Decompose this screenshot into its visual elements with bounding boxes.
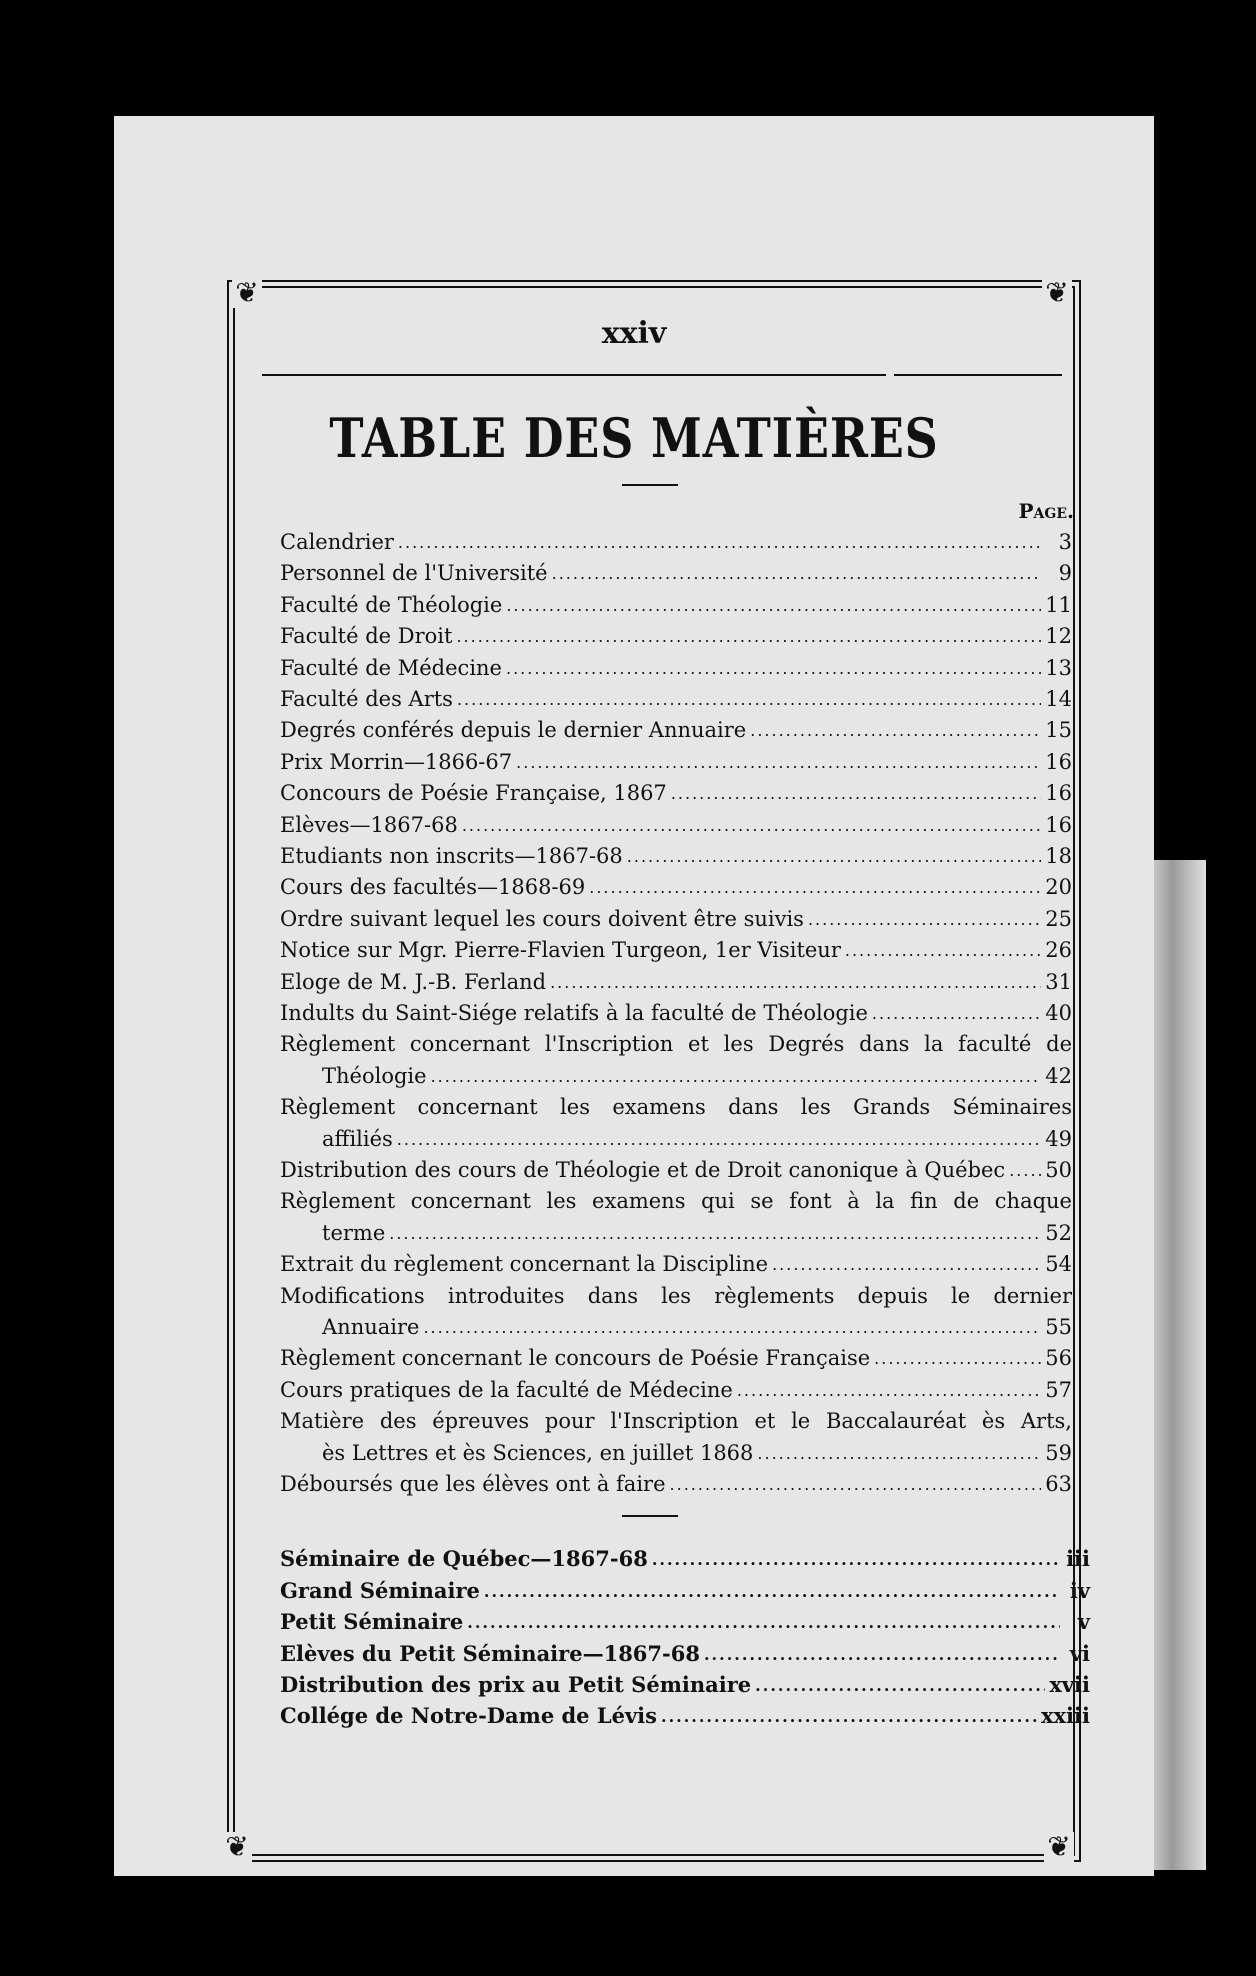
toc-entry-page: 20: [1045, 875, 1072, 900]
toc-entry-page: 31: [1045, 969, 1072, 994]
toc-entry-page: 12: [1045, 624, 1072, 649]
section-divider: [622, 1515, 678, 1517]
toc-entry-page: 9: [1058, 561, 1072, 586]
dot-leader: [737, 1380, 1041, 1402]
toc-entry-label: Théologie: [322, 1063, 427, 1088]
toc-entry-label: Etudiants non inscrits—1867-68: [280, 844, 623, 868]
corner-ornament-icon: ❦: [232, 278, 262, 308]
header-rule: [894, 374, 1062, 376]
dot-leader: [627, 846, 1041, 868]
page-number: xxiv: [601, 316, 667, 351]
toc-entry-label: Collége de Notre-Dame de Lévis: [280, 1703, 657, 1729]
toc-entry-label: Règlement concernant l'Inscription et les Degrés dans la faculté de: [280, 1032, 1072, 1057]
dot-leader: [423, 1317, 1041, 1339]
toc-entry-label: Petit Séminaire: [280, 1609, 464, 1635]
toc-entry-label: Prix Morrin—1866-67: [280, 749, 513, 774]
toc-entry: [280, 1026, 1072, 1056]
toc-entry: [280, 524, 1072, 554]
toc-entry-label: Règlement concernant le concours de Poésie Française: [280, 1346, 871, 1371]
toc-entry-page: 18: [1045, 844, 1072, 868]
page-title: TABLE DES MATIÈRES: [329, 406, 939, 470]
page-edge: [1150, 860, 1206, 1870]
toc-entry-label: Règlement concernant les examens dans les Grands Séminaires: [280, 1095, 1072, 1120]
toc-entry: [322, 1435, 1072, 1465]
toc-entry-label: terme: [322, 1220, 386, 1245]
toc-entry: [280, 901, 1072, 931]
dot-leader: [589, 877, 1041, 899]
header-rule: [262, 374, 886, 376]
toc-entry-label: Notice sur Mgr. Pierre-Flavien Turgeon, 1er Visiteur: [280, 938, 841, 963]
toc-entry-label: Concours de Poésie Française, 1867: [280, 781, 667, 806]
toc-entry-label: Faculté de Théologie: [280, 592, 503, 617]
toc-entry: [280, 681, 1072, 711]
toc-entry-page: xvii: [1049, 1672, 1090, 1697]
toc-entry-label: Modifications introduites dans les règlements depuis le dernier: [280, 1283, 1072, 1308]
toc-entry-label: Faculté des Arts: [280, 687, 453, 711]
toc-entry-label: Matière des épreuves pour l'Inscription et le Baccalauréat ès Arts,: [280, 1409, 1072, 1434]
toc-entry-page: 59: [1045, 1440, 1072, 1465]
toc-entry: [280, 650, 1072, 680]
toc-entry-label: Degrés conférés depuis le dernier Annuaire: [280, 718, 747, 743]
dot-leader: [874, 1348, 1041, 1370]
dot-leader: [457, 689, 1041, 711]
toc-entry: [280, 1340, 1072, 1370]
toc-entry: [280, 1698, 1090, 1728]
toc-entry-page: 16: [1045, 749, 1072, 774]
dot-leader: [456, 626, 1041, 648]
toc-entry: [280, 555, 1072, 585]
toc-entry-page: 52: [1045, 1220, 1072, 1245]
toc-entry: [280, 869, 1072, 899]
title-divider: [622, 484, 678, 486]
dot-leader: [661, 1706, 1037, 1728]
toc-entry: [280, 712, 1072, 742]
toc-entry-label: Personnel de l'Université: [280, 561, 548, 586]
dot-leader: [431, 1066, 1042, 1088]
toc-entry-page: 16: [1045, 812, 1072, 837]
dot-leader: [808, 909, 1041, 931]
toc-entry-label: Grand Séminaire: [280, 1577, 480, 1603]
toc-entry-page: vi: [1069, 1640, 1090, 1666]
dot-leader: [506, 595, 1041, 617]
toc-entry: [322, 1058, 1072, 1088]
toc-entry-label: Cours des facultés—1868-69: [280, 875, 586, 900]
toc-entry-page: 11: [1045, 592, 1072, 617]
book-page: [114, 116, 1154, 1876]
toc-entry-page: 40: [1045, 1001, 1072, 1025]
toc-entry-page: 13: [1045, 655, 1072, 680]
toc-entry-label: Distribution des cours de Théologie et de Droit canonique à Québec: [280, 1158, 1006, 1182]
toc-entry-label: Annuaire: [322, 1315, 420, 1339]
toc-entry: [280, 932, 1072, 962]
dot-leader: [516, 752, 1041, 774]
page-column-label: Page.: [1018, 499, 1074, 523]
toc-entry: [280, 995, 1072, 1025]
dot-leader: [550, 972, 1041, 994]
toc-entry: [280, 1089, 1072, 1119]
toc-entry-label: Règlement concernant les examens qui se font à la fin de chaque: [280, 1189, 1072, 1214]
toc-entry-label: Cours pratiques de la faculté de Médecine: [280, 1377, 733, 1402]
toc-entry: [280, 1636, 1090, 1666]
toc-entry: [280, 1278, 1072, 1308]
toc-entry: [280, 807, 1072, 837]
toc-entry-page: 63: [1045, 1472, 1072, 1496]
dot-leader: [845, 940, 1041, 962]
dot-leader: [462, 815, 1041, 837]
toc-entry-page: 26: [1045, 938, 1072, 963]
toc-entry-page: v: [1077, 1609, 1090, 1635]
toc-entry-page: 56: [1045, 1346, 1072, 1371]
toc-entry-page: xxiii: [1041, 1703, 1090, 1729]
dot-leader: [872, 1003, 1041, 1025]
toc-entry-page: 3: [1058, 530, 1072, 554]
toc-entry-label: Indults du Saint-Siége relatifs à la faculté de Théologie: [280, 1001, 868, 1025]
dot-leader: [772, 1254, 1041, 1276]
toc-entry: [280, 1372, 1072, 1402]
toc-entry: [280, 1152, 1072, 1182]
toc-entry: [280, 1183, 1072, 1213]
toc-entry: [280, 838, 1072, 868]
toc-entry: [280, 618, 1072, 648]
toc-entry-page: 49: [1045, 1126, 1072, 1151]
dot-leader: [1009, 1160, 1041, 1182]
dot-leader: [389, 1223, 1041, 1245]
toc-entry-label: Elèves du Petit Séminaire—1867-68: [280, 1640, 700, 1666]
toc-entry-page: 57: [1045, 1377, 1072, 1402]
toc-entry-label: Calendrier: [280, 530, 394, 554]
toc-entry-label: Extrait du règlement concernant la Discipline: [280, 1252, 769, 1277]
dot-leader: [397, 1129, 1041, 1151]
toc-entry-page: 25: [1045, 906, 1072, 931]
toc-entry: [280, 1541, 1090, 1571]
toc-entry-page: 14: [1045, 687, 1072, 711]
toc-entry: [280, 1604, 1090, 1634]
toc-entry-label: Distribution des prix au Petit Séminaire: [280, 1672, 752, 1697]
toc-entry-page: 15: [1045, 718, 1072, 743]
toc-entry-page: 42: [1045, 1063, 1072, 1088]
toc-entry: [280, 1403, 1072, 1433]
toc-entry-label: ès Lettres et ès Sciences, en juillet 1868: [322, 1440, 754, 1465]
dot-leader: [671, 783, 1041, 805]
toc-entry: [280, 587, 1072, 617]
dot-leader: [755, 1675, 1045, 1697]
toc-entry-label: Déboursés que les élèves ont à faire: [280, 1472, 666, 1496]
toc-entry: [322, 1309, 1072, 1339]
toc-entry-page: iv: [1069, 1577, 1090, 1603]
toc-entry-page: 54: [1045, 1252, 1072, 1277]
toc-entry-label: Séminaire de Québec—1867-68: [280, 1546, 648, 1572]
dot-leader: [398, 532, 1042, 554]
toc-entry: [280, 964, 1072, 994]
dot-leader: [552, 563, 1042, 585]
toc-entry: [322, 1215, 1072, 1245]
toc-entry: [280, 1466, 1072, 1496]
corner-ornament-icon: ❦: [1044, 1832, 1074, 1862]
toc-entry-label: Ordre suivant lequel les cours doivent être suivis: [280, 906, 804, 931]
toc-entry: [280, 1667, 1090, 1697]
dot-leader: [506, 658, 1041, 680]
dot-leader: [484, 1581, 1060, 1603]
toc-entry-page: 50: [1045, 1158, 1072, 1182]
toc-entry-label: Faculté de Médecine: [280, 655, 502, 680]
toc-entry-page: 55: [1045, 1315, 1072, 1339]
corner-ornament-icon: ❦: [1042, 278, 1072, 308]
toc-entry: [280, 775, 1072, 805]
toc-entry-page: 16: [1045, 781, 1072, 806]
toc-entry: [280, 744, 1072, 774]
dot-leader: [704, 1644, 1060, 1666]
toc-entry: [322, 1121, 1072, 1151]
dot-leader: [467, 1612, 1060, 1634]
dot-leader: [750, 720, 1041, 742]
toc-entry: [280, 1246, 1072, 1276]
toc-entry-label: Faculté de Droit: [280, 624, 453, 649]
toc-entry-label: Eloge de M. J.-B. Ferland: [280, 969, 547, 994]
corner-ornament-icon: ❦: [222, 1832, 252, 1862]
toc-entry-page: iii: [1066, 1546, 1090, 1572]
dot-leader: [652, 1549, 1060, 1571]
dot-leader: [670, 1474, 1042, 1496]
toc-entry-label: Elèves—1867-68: [280, 812, 458, 837]
dot-leader: [757, 1443, 1041, 1465]
toc-entry-label: affiliés: [322, 1126, 393, 1151]
toc-entry: [280, 1573, 1090, 1603]
